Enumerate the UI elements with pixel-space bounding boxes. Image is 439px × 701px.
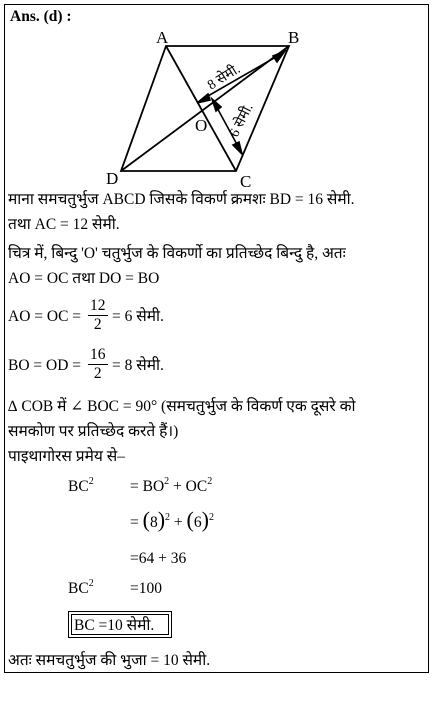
vertex-a-label: A — [156, 28, 169, 47]
text-line-2: तथा AC = 12 सेमी. — [8, 216, 120, 233]
equation-row-1 — [130, 478, 212, 496]
ao-oc-denominator: 2 — [93, 316, 102, 333]
text-line-4: AO = OC तथा DO = BO — [8, 270, 160, 287]
bo-od-fraction — [88, 346, 108, 383]
eq2-exp1: 2 — [165, 512, 171, 523]
bo-od-denominator: 2 — [93, 365, 102, 382]
vertex-c-label: C — [240, 172, 252, 190]
eq2-close-paren-1: ) — [157, 507, 166, 532]
text-line-1: माना समचतुर्भुज ABCD जिसके विकर्ण क्रमशः BD = 16 सेमी. — [8, 191, 355, 208]
eq2-open-paren-1: ( — [142, 507, 150, 532]
text-line-9: पाइथागोरस प्रमेय से– — [8, 448, 125, 465]
ao-oc-lhs: AO = OC = — [8, 308, 82, 325]
text-line-8: समकोण पर प्रतिच्छेद करते हैं।) — [8, 423, 179, 440]
bc-squared-2 — [68, 580, 94, 598]
eq2-close-paren-2: ) — [201, 507, 209, 532]
eq2-open-paren-2: ( — [186, 507, 194, 532]
length-ob-label: 8 सेमी. — [205, 61, 244, 94]
ao-oc-rhs: = 6 सेमी. — [112, 308, 164, 325]
text-line-3: चित्र में, बिन्दु 'O' चतुर्भुज के विकर्णो का प्रतिच्छेद बिन्दु है, अतः — [8, 245, 346, 262]
eq2-six: 6 — [193, 514, 202, 531]
equation-row-2 — [130, 507, 214, 532]
eq1-plus: + OC — [169, 478, 208, 495]
eq1-exp1: 2 — [164, 476, 170, 487]
bo-od-lhs: BO = OD = — [8, 357, 82, 374]
diagonal-ac — [166, 46, 236, 171]
eq2-exp2: 2 — [208, 512, 214, 523]
text-line-7: ∆ COB में ∠ BOC = 90° (समचतुर्भुज के विकर्ण एक दूसरे को — [8, 398, 356, 415]
eq2-equals: = — [130, 514, 139, 531]
answer-heading: Ans. (d) : — [10, 8, 72, 25]
bc-exponent-2: 2 — [88, 578, 94, 589]
eq2-plus: + — [170, 514, 187, 531]
length-oc-label: 6 सेमी. — [227, 101, 257, 140]
eq1-lhs: = BO — [130, 478, 165, 495]
bo-od-rhs: = 8 सेमी. — [112, 357, 164, 374]
ao-oc-numerator: 12 — [90, 297, 106, 314]
vertex-d-label: D — [106, 169, 119, 188]
bc-label: BC — [68, 478, 89, 495]
bc-squared-1 — [68, 478, 94, 496]
vertex-b-label: B — [288, 28, 300, 47]
answer-text: BC =10 सेमी. — [74, 617, 155, 634]
conclusion-line: अतः समचतुर्भुज की भुजा = 10 सेमी. — [8, 652, 211, 669]
center-o-label: O — [195, 116, 208, 135]
bo-od-numerator: 16 — [90, 346, 106, 363]
rhombus-figure — [0, 0, 439, 190]
ao-oc-fraction — [88, 297, 108, 334]
eq1-exp2: 2 — [207, 476, 213, 487]
equation-row-3: =64 + 36 — [130, 550, 187, 567]
eq2-eight: 8 — [149, 514, 158, 531]
bc-label-2: BC — [68, 580, 89, 597]
bc-exponent: 2 — [88, 476, 94, 487]
equation-row-4: =100 — [130, 580, 162, 597]
